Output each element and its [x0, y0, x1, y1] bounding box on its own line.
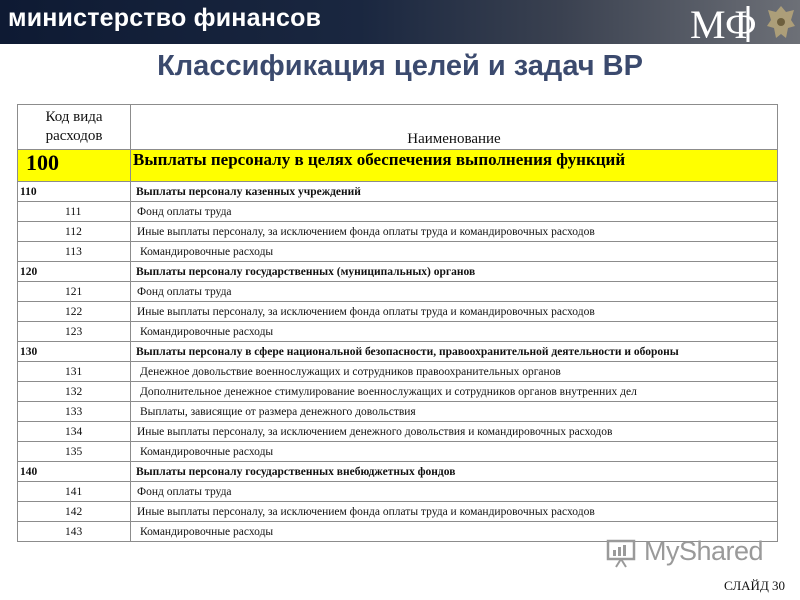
slide-number: СЛАЙД 30 [724, 578, 786, 593]
row-name: Фонд оплаты труда [131, 482, 778, 502]
classification-table [17, 104, 778, 542]
row-name: Фонд оплаты труда [131, 282, 778, 302]
column-header-name: Наименование [131, 105, 778, 150]
table-group-row [18, 262, 778, 282]
slide-title: Классификация целей и задач ВР [157, 50, 643, 82]
row-name: Иные выплаты персоналу, за исключением денежного довольствия и командировочных расходов [131, 422, 778, 442]
table-row [18, 222, 778, 242]
table-row [18, 442, 778, 462]
row-name: Иные выплаты персоналу, за исключением фонда оплаты труда и командировочных расходов [131, 302, 778, 322]
table-row [18, 202, 778, 222]
row-code: 111 [18, 202, 131, 222]
row-name: Выплаты персоналу государственных внебюджетных фондов [131, 462, 778, 482]
row-name: Выплаты, зависящие от размера денежного довольствия [131, 402, 778, 422]
row-code: 141 [18, 482, 131, 502]
row-code: 121 [18, 282, 131, 302]
table-group-row [18, 182, 778, 202]
row-name: Дополнительное денежное стимулирование военнослужащих и сотрудников органов внутренних дел [131, 382, 778, 402]
column-header-code: Код вида расходов [18, 105, 131, 150]
table-row [18, 502, 778, 522]
row-name: Иные выплаты персоналу, за исключением фонда оплаты труда и командировочных расходов [131, 222, 778, 242]
row-code: 113 [18, 242, 131, 262]
table-row [18, 242, 778, 262]
table-row [18, 282, 778, 302]
row-code: 142 [18, 502, 131, 522]
ministry-logo-text: МФ [690, 2, 757, 44]
row-code: 122 [18, 302, 131, 322]
row-code: 133 [18, 402, 131, 422]
table-row [18, 362, 778, 382]
table-group-row [18, 462, 778, 482]
row-code: 131 [18, 362, 131, 382]
table-row [18, 322, 778, 342]
watermark [606, 534, 776, 574]
row-name: Командировочные расходы [131, 322, 778, 342]
highlight-code: 100 [18, 150, 131, 182]
table-row [18, 382, 778, 402]
row-code: 134 [18, 422, 131, 442]
row-code: 130 [18, 342, 131, 362]
row-name: Выплаты персоналу в сфере национальной безопасности, правоохранительной деятельности и обороны [131, 342, 778, 362]
row-code: 120 [18, 262, 131, 282]
table-row [18, 302, 778, 322]
row-name: Иные выплаты персоналу, за исключением фонда оплаты труда и командировочных расходов [131, 502, 778, 522]
row-code: 110 [18, 182, 131, 202]
row-code: 123 [18, 322, 131, 342]
row-code: 140 [18, 462, 131, 482]
row-code: 112 [18, 222, 131, 242]
row-name: Выплаты персоналу казенных учреждений [131, 182, 778, 202]
table-row [18, 422, 778, 442]
row-name: Фонд оплаты труда [131, 202, 778, 222]
row-code: 143 [18, 522, 131, 542]
table-row [18, 402, 778, 422]
ministry-name: министерство финансов [8, 4, 322, 32]
table-row [18, 482, 778, 502]
table-group-row [18, 342, 778, 362]
row-name: Выплаты персоналу государственных (муниципальных) органов [131, 262, 778, 282]
row-code: 132 [18, 382, 131, 402]
highlight-row [18, 150, 778, 182]
watermark-text: MyShared [644, 536, 764, 566]
row-name: Командировочные расходы [131, 522, 778, 542]
ministry-logo [688, 0, 766, 44]
table-header-row [18, 105, 778, 150]
row-name: Денежное довольствие военнослужащих и сотрудников правоохранительных органов [131, 362, 778, 382]
row-code: 135 [18, 442, 131, 462]
header-banner [0, 0, 800, 44]
coat-of-arms-icon [764, 2, 798, 42]
row-name: Командировочные расходы [131, 442, 778, 462]
highlight-name: Выплаты персоналу в целях обеспечения выполнения функций [131, 150, 778, 182]
row-name: Командировочные расходы [131, 242, 778, 262]
presentation-icon [606, 538, 638, 568]
